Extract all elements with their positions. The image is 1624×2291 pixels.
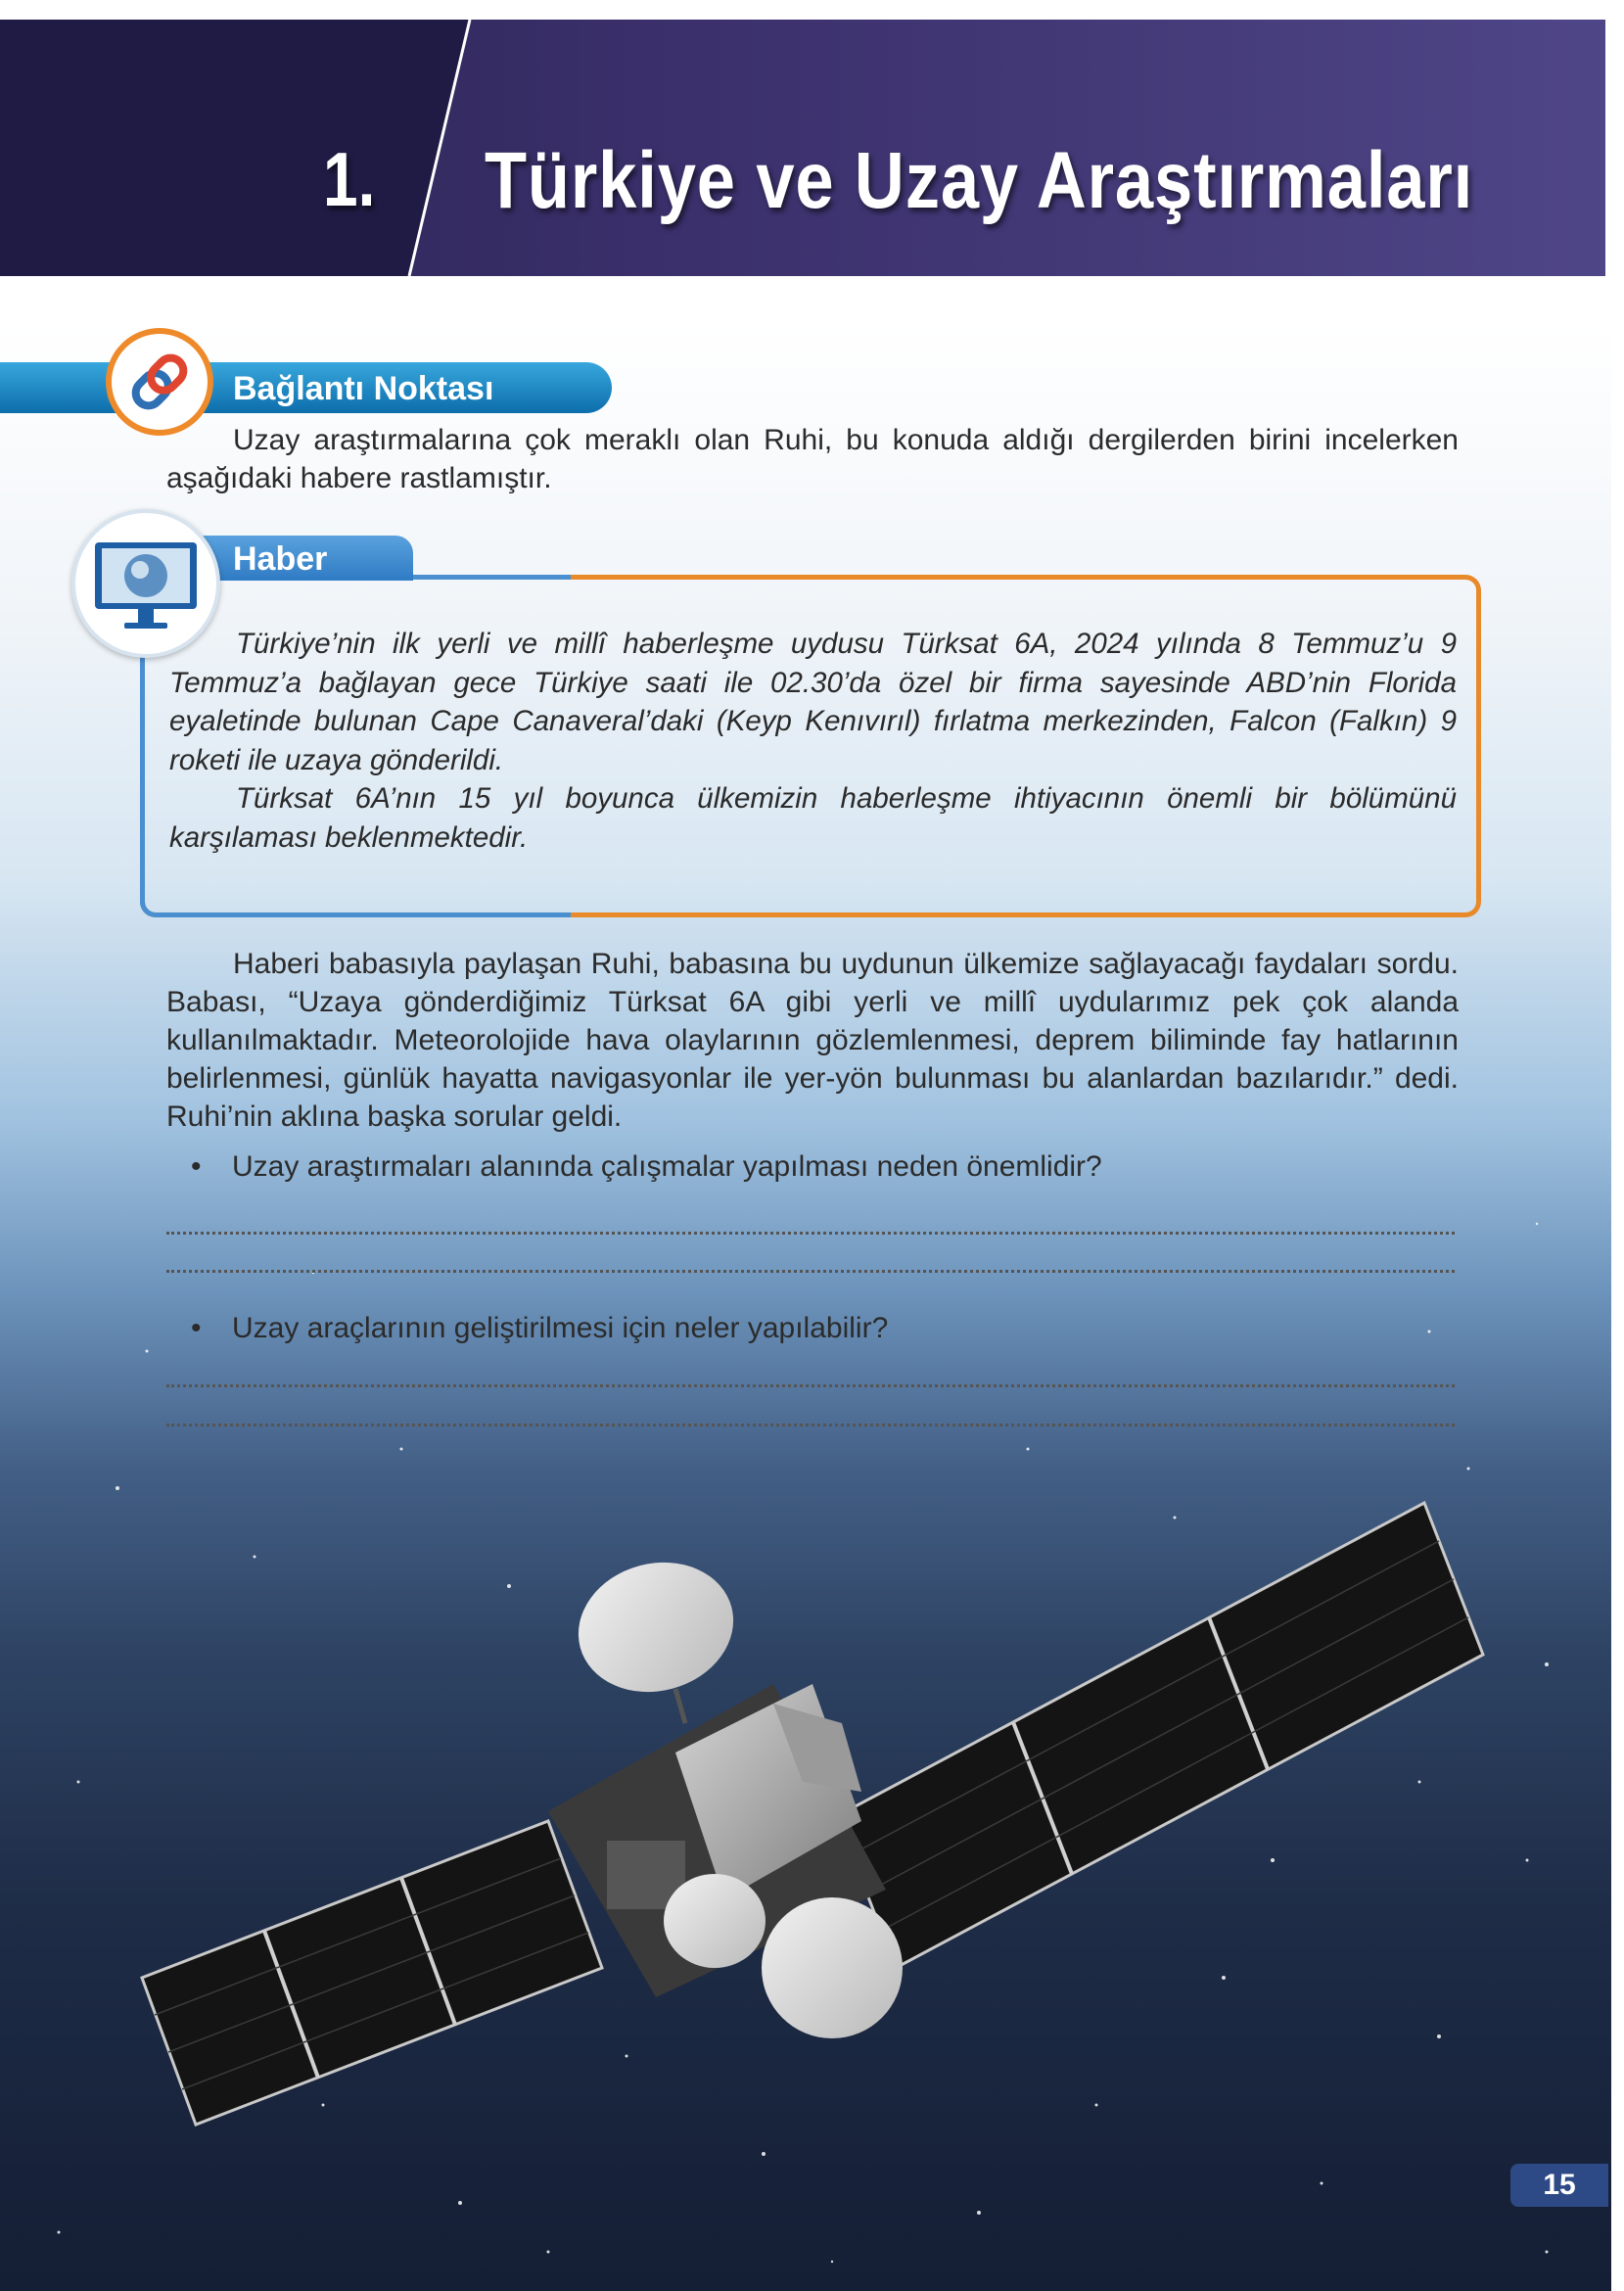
news-paragraph: Türkiye’nin ilk yerli ve millî haberleşme uydusu Türksat 6A, 2024 yılında 8 Temmuz’u 9 Temmuz’a bağlayan gece Türkiye saati ile 02.30’da özel bir firma sayesinde ABD’nin Florida eyaletinde bulunan Cape Canaveral’daki (Keyp Kenıvırıl) fırlatma merkezinden, Falcon (Falkın) 9 roketi ile uzaya gönderildi.: [169, 628, 1457, 776]
bullet: •: [191, 1312, 202, 1344]
question-text: Uzay araçlarının geliştirilmesi için neler yapılabilir?: [232, 1312, 889, 1344]
intro-paragraph: Uzay araştırmalarına çok meraklı olan Ruhi, bu konuda aldığı dergilerden birini incelerken aşağıdaki habere rastlamıştır.: [166, 424, 1459, 494]
chapter-title: Türkiye ve Uzay Araştırmaları: [485, 136, 1474, 225]
news-paragraph: Türksat 6A’nın 15 yıl boyunca ülkemizin haberleşme ihtiyacının önemli bir bölümünü karşılaması beklenmektedir.: [169, 782, 1457, 854]
chapter-number: 1.: [323, 136, 376, 222]
page-number: 15: [1510, 2164, 1608, 2207]
solar-panel-left: [142, 1821, 602, 2125]
bullet: •: [191, 1150, 202, 1183]
page-edge: [1611, 0, 1624, 2291]
connection-point-label: Bağlantı Noktası: [233, 370, 494, 407]
question-text: Uzay araştırmaları alanında çalışmalar yapılması neden önemlidir?: [232, 1150, 1102, 1183]
antenna-dish: [762, 1897, 903, 2038]
news-label: Haber: [233, 540, 328, 578]
antenna-dish: [564, 1546, 748, 1709]
story-paragraph: Haberi babasıyla paylaşan Ruhi, babasına bu uydunun ülkemize sağlayacağı faydaları sordu. Babası, “Uzaya gönderdiğimiz Türksat 6A gibi yerli ve millî uydularımız pek çok alanda kullanılmaktadır. Meteorolojide hava olaylarının gözlemlenmesi, deprem biliminde fay hatlarının belirlenmesi, günlük hayatta navigasyonlar ile yer-yön bulunması bu alanlardan bazılarıdır.” dedi. Ruhi’nin aklına başka sorular geldi.: [166, 948, 1459, 1133]
solar-panel-right: [837, 1503, 1483, 1968]
antenna-dish: [664, 1874, 766, 1968]
